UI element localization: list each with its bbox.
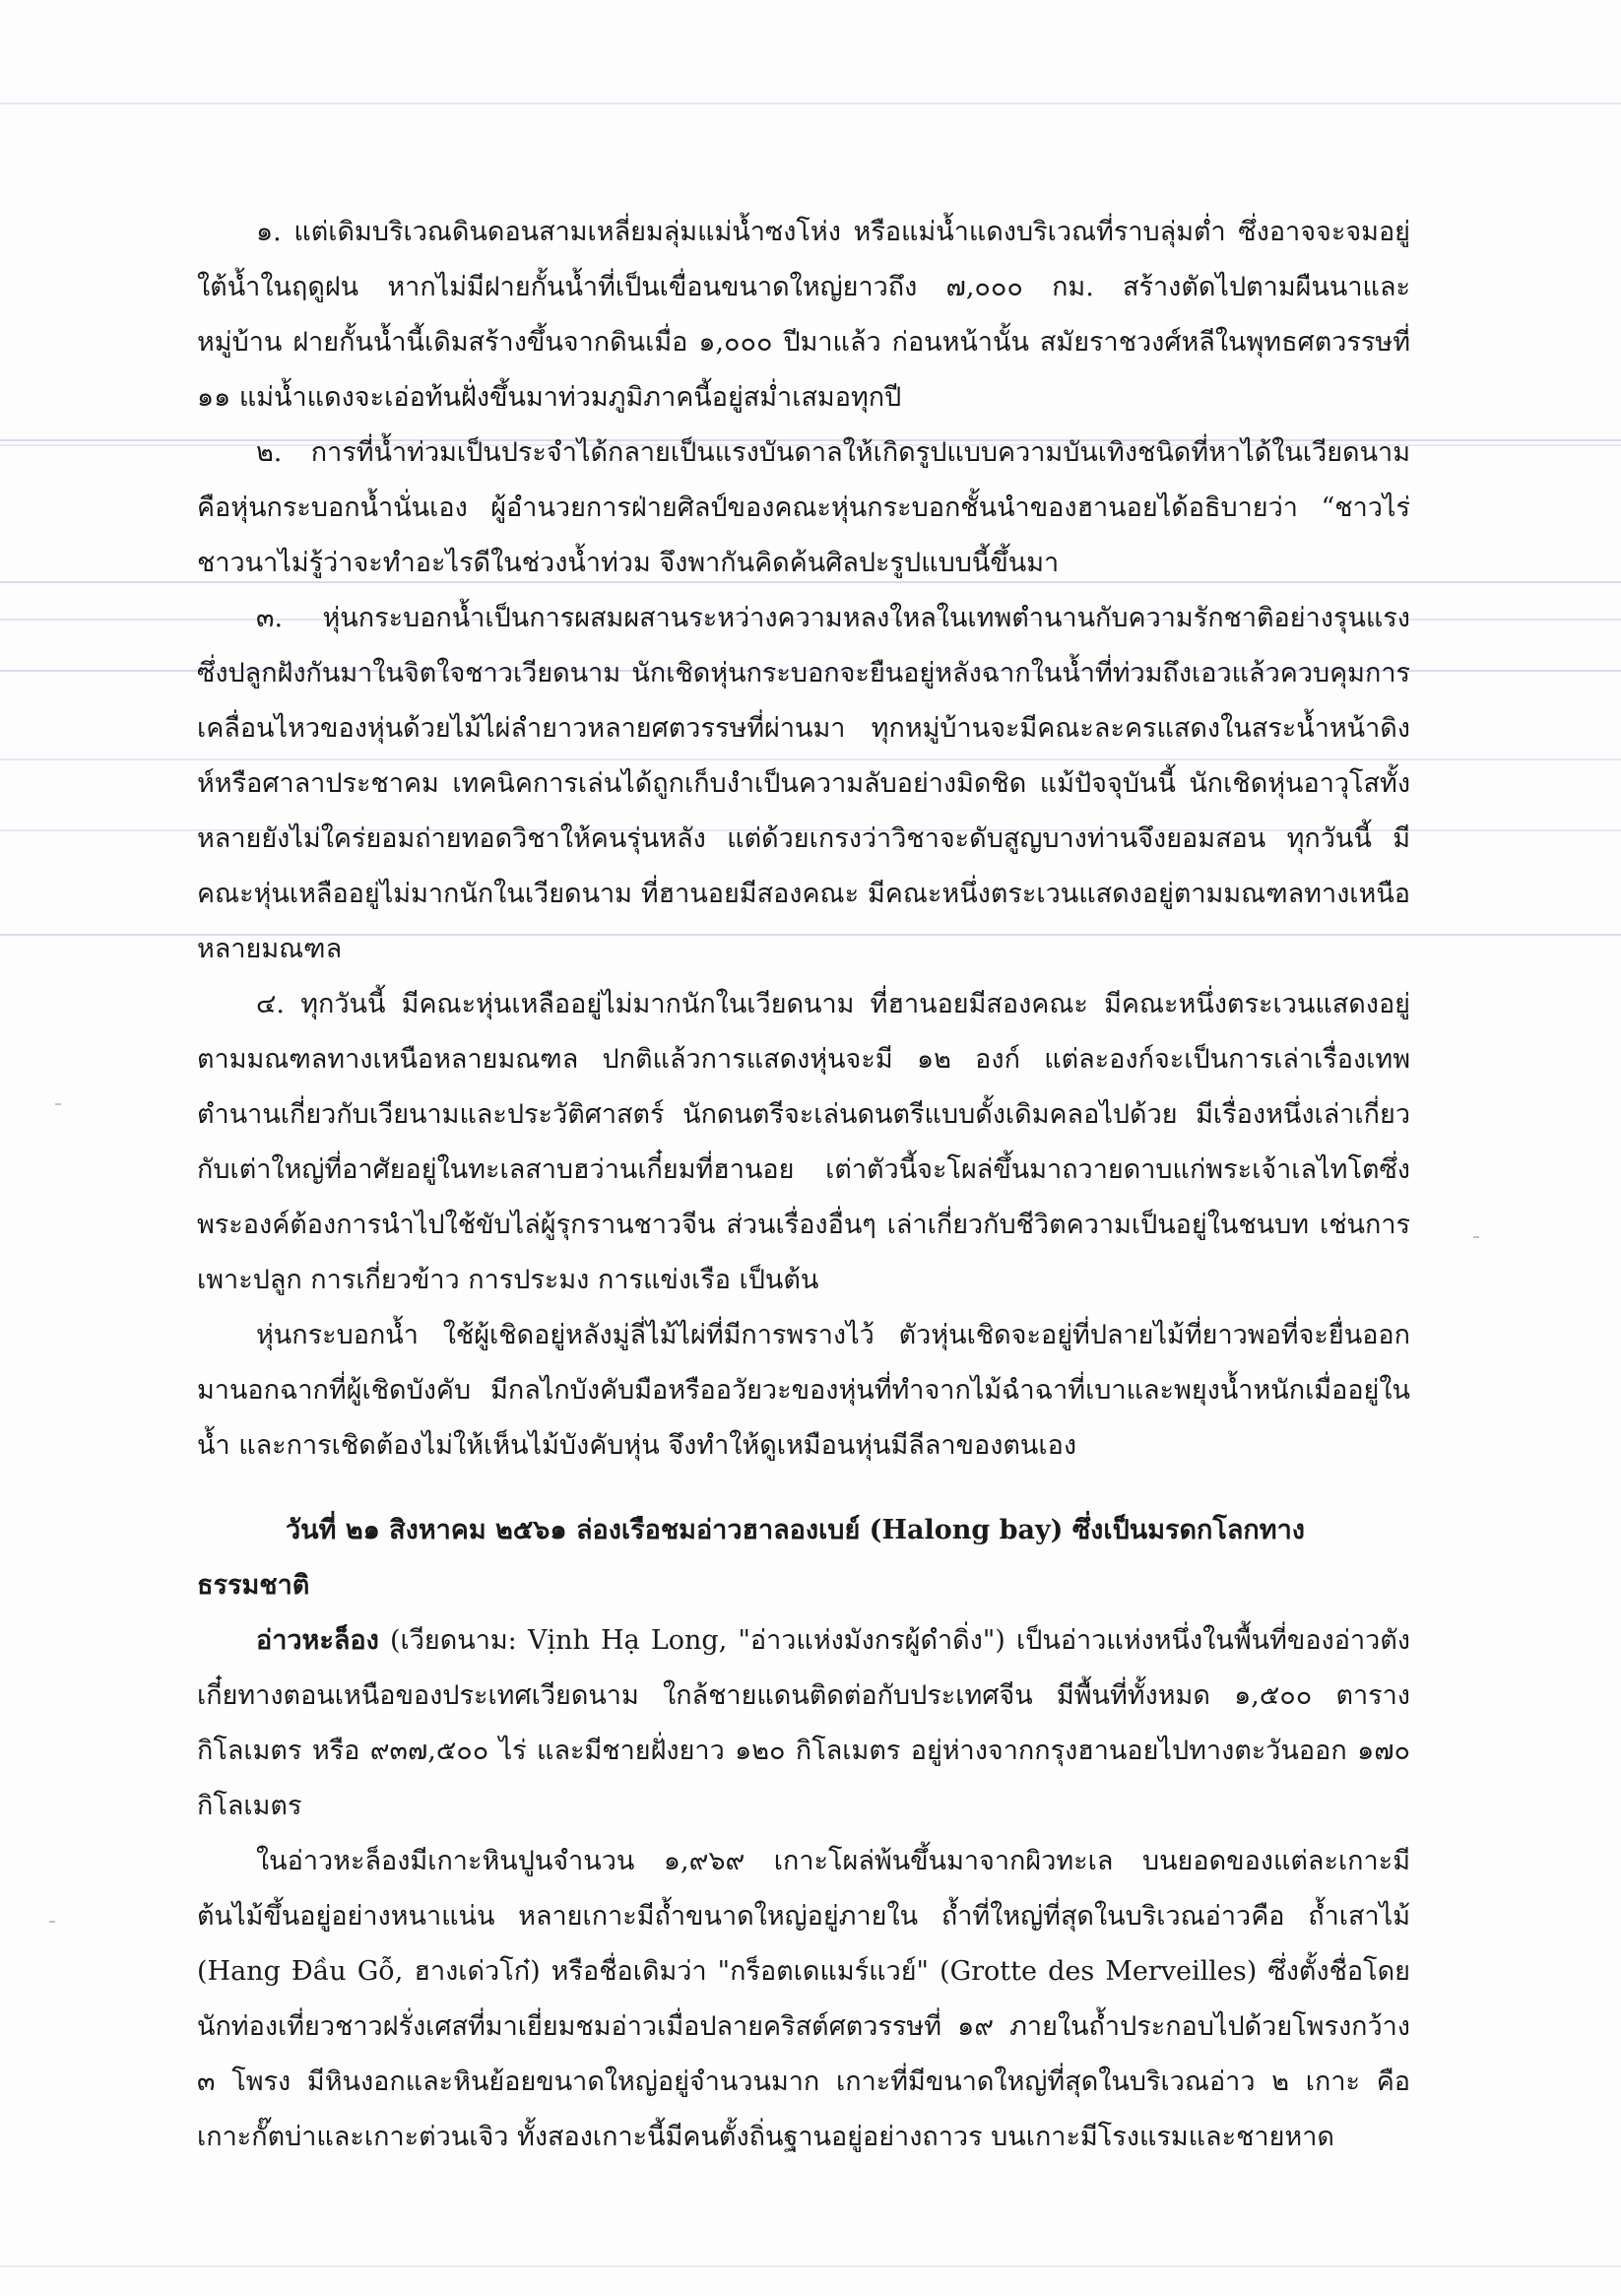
halong-term: อ่าวหะล็อง: [256, 1625, 379, 1656]
scan-speck: [1473, 1236, 1479, 1238]
section-spacer: [197, 1474, 1410, 1503]
scan-artifact-line: [0, 102, 1621, 104]
paragraph-6-text: (เวียดนาม: Vịnh Hạ Long, "อ่าวแห่งมังกรผู้ดำดิ่ง") เป็นอ่าวแห่งหนึ่งในพื้นที่ของอ่าวตังเกี๋ยทางตอนเหนือของประเทศเวียดนาม ใกล้ชายแดนติดต่อกับประเทศจีน มีพื้นที่ทั้งหมด ๑,๕๐๐ ตารางกิโลเมตร หรือ ๙๓๗,๕๐๐ ไร่ และมีชายฝั่งยาว ๑๒๐ กิโลเมตร อยู่ห่างจากกรุงฮานอยไปทางตะวันออก ๑๗๐ กิโลเมตร: [197, 1625, 1410, 1821]
scan-speck: [49, 1921, 55, 1923]
paragraph-7: ในอ่าวหะล็องมีเกาะหินปูนจำนวน ๑,๙๖๙ เกาะโผล่พ้นขึ้นมาจากผิวทะเล บนยอดของแต่ละเกาะมีต้นไม้ขึ้นอยู่อย่างหนาแน่น หลายเกาะมีถ้ำขนาดใหญ่อยู่ภายใน ถ้ำที่ใหญ่ที่สุดในบริเวณอ่าวคือ ถ้ำเสาไม้ (Hang Đầu Gỗ, ฮางเด่วโก๋) หรือชื่อเดิมว่า "กร็อตเดแมร์แวย์" (Grotte des Merveilles) ซึ่งตั้งชื่อโดยนักท่องเที่ยวชาวฝรั่งเศสที่มาเยี่ยมชมอ่าวเมื่อปลายคริสต์ศตวรรษที่ ๑๙ ภายในถ้ำประกอบไปด้วยโพรงกว้าง ๓ โพรง มีหินงอกและหินย้อยขนาดใหญ่อยู่จำนวนมาก เกาะที่มีขนาดใหญ่ที่สุดในบริเวณอ่าว ๒ เกาะ คือ เกาะกั๊ตบ่าและเกาะต่วนเจิว ทั้งสองเกาะนี้มีคนตั้งถิ่นฐานอยู่อย่างถาวร บนเกาะมีโรงแรมและชายหาด: [197, 1846, 1410, 2152]
paragraph-6: [197, 1613, 1410, 1834]
paragraph-2: ๒. การที่น้ำท่วมเป็นประจำได้กลายเป็นแรงบันดาลให้เกิดรูปแบบความบันเทิงชนิดที่หาได้ในเวียดนาม คือหุ่นกระบอกน้ำนั่นเอง ผู้อำนวยการฝ่ายศิลป์ของคณะหุ่นกระบอกชั้นนำของฮานอยได้อธิบายว่า “ชาวไร่ชาวนาไม่รู้ว่าจะทำอะไรดีในช่วงน้ำท่วม จึงพากันคิดค้นศิลปะรูปแบบนี้ขึ้นมา: [197, 437, 1410, 578]
paragraph-3: ๓. หุ่นกระบอกน้ำเป็นการผสมผสานระหว่างความหลงใหลในเทพตำนานกับความรักชาติอย่างรุนแรง ซึ่งปลูกฝังกันมาในจิตใจชาวเวียดนาม นักเชิดหุ่นกระบอกจะยืนอยู่หลังฉากในน้ำที่ท่วมถึงเอวแล้วควบคุมการเคลื่อนไหวของหุ่นด้วยไม้ไผ่ลำยาวหลายศตวรรษที่ผ่านมา ทุกหมู่บ้านจะมีคณะละครแสดงในสระน้ำหน้าดิงห์หรือศาลาประชาคม เทคนิคการเล่นได้ถูกเก็บงำเป็นความลับอย่างมิดชิด แม้ปัจจุบันนี้ นักเชิดหุ่นอาวุโสทั้งหลายยังไม่ใคร่ยอมถ่ายทอดวิชาให้คนรุ่นหลัง แต่ด้วยเกรงว่าวิชาจะดับสูญบางท่านจึงยอมสอน ทุกวันนี้ มีคณะหุ่นเหลืออยู่ไม่มากนักในเวียดนาม ที่ฮานอยมีสองคณะ มีคณะหนึ่งตระเวนแสดงอยู่ตามมณฑลทางเหนือหลายมณฑล: [197, 603, 1410, 964]
paragraph-4: ๔. ทุกวันนี้ มีคณะหุ่นเหลืออยู่ไม่มากนักในเวียดนาม ที่ฮานอยมีสองคณะ มีคณะหนึ่งตระเวนแสดงอยู่ตามมณฑลทางเหนือหลายมณฑล ปกติแล้วการแสดงหุ่นจะมี ๑๒ องก์ แต่ละองก์จะเป็นการเล่าเรื่องเทพตำนานเกี่ยวกับเวียนามและประวัติศาสตร์ นักดนตรีจะเล่นดนตรีแบบดั้งเดิมคลอไปด้วย มีเรื่องหนึ่งเล่าเกี่ยวกับเต่าใหญ่ที่อาศัยอยู่ในทะเลสาบฮว่านเกี๋ยมที่ฮานอย เต่าตัวนี้จะโผล่ขึ้นมาถวายดาบแก่พระเจ้าเลไทโตซึ่งพระองค์ต้องการนำไปใช้ขับไล่ผู้รุกรานชาวจีน ส่วนเรื่องอื่นๆ เล่าเกี่ยวกับชีวิตความเป็นอยู่ในชนบท เช่นการเพาะปลูก การเกี่ยวข้าว การประมง การแข่งเรือ เป็นต้น: [197, 989, 1410, 1295]
paragraph-1: ๑. แต่เดิมบริเวณดินดอนสามเหลี่ยมลุ่มแม่น้ำซงโห่ง หรือแม่น้ำแดงบริเวณที่ราบลุ่มต่ำ ซึ่งอาจจะจมอยู่ใต้น้ำในฤดูฝน หากไม่มีฝายกั้นน้ำที่เป็นเขื่อนขนาดใหญ่ยาวถึง ๗,๐๐๐ กม. สร้างตัดไปตามผืนนาและหมู่บ้าน ฝายกั้นน้ำนี้เดิมสร้างขึ้นจากดินเมื่อ ๑,๐๐๐ ปีมาแล้ว ก่อนหน้านั้น สมัยราชวงศ์หลีในพุทธศตวรรษที่ ๑๑ แม่น้ำแดงจะเอ่อท้นฝั่งขึ้นมาท่วมภูมิภาคนี้อยู่สม่ำเสมอทุกปี: [197, 217, 1410, 413]
document-body: [197, 205, 1410, 2165]
scan-speck: [55, 1103, 61, 1105]
section-heading: วันที่ ๒๑ สิงหาคม ๒๕๖๑ ล่องเรือชมอ่าวฮาลองเบย์ (Halong bay) ซึ่งเป็นมรดกโลกทางธรรมชาติ: [197, 1515, 1305, 1601]
scan-artifact-line: [0, 2265, 1621, 2267]
paragraph-5: หุ่นกระบอกน้ำ ใช้ผู้เชิดอยู่หลังมู่ลี่ไม้ไผ่ที่มีการพรางไว้ ตัวหุ่นเชิดจะอยู่ที่ปลายไม้ที่ยาวพอที่จะยื่นออกมานอกฉากที่ผู้เชิดบังคับ มีกลไกบังคับมือหรืออวัยวะของหุ่นที่ทำจากไม้ฉำฉาที่เบาและพยุงน้ำหนักเมื่ออยู่ในน้ำ และการเชิดต้องไม่ให้เห็นไม้บังคับหุ่น จึงทำให้ดูเหมือนหุ่นมีลีลาของตนเอง: [197, 1320, 1410, 1461]
